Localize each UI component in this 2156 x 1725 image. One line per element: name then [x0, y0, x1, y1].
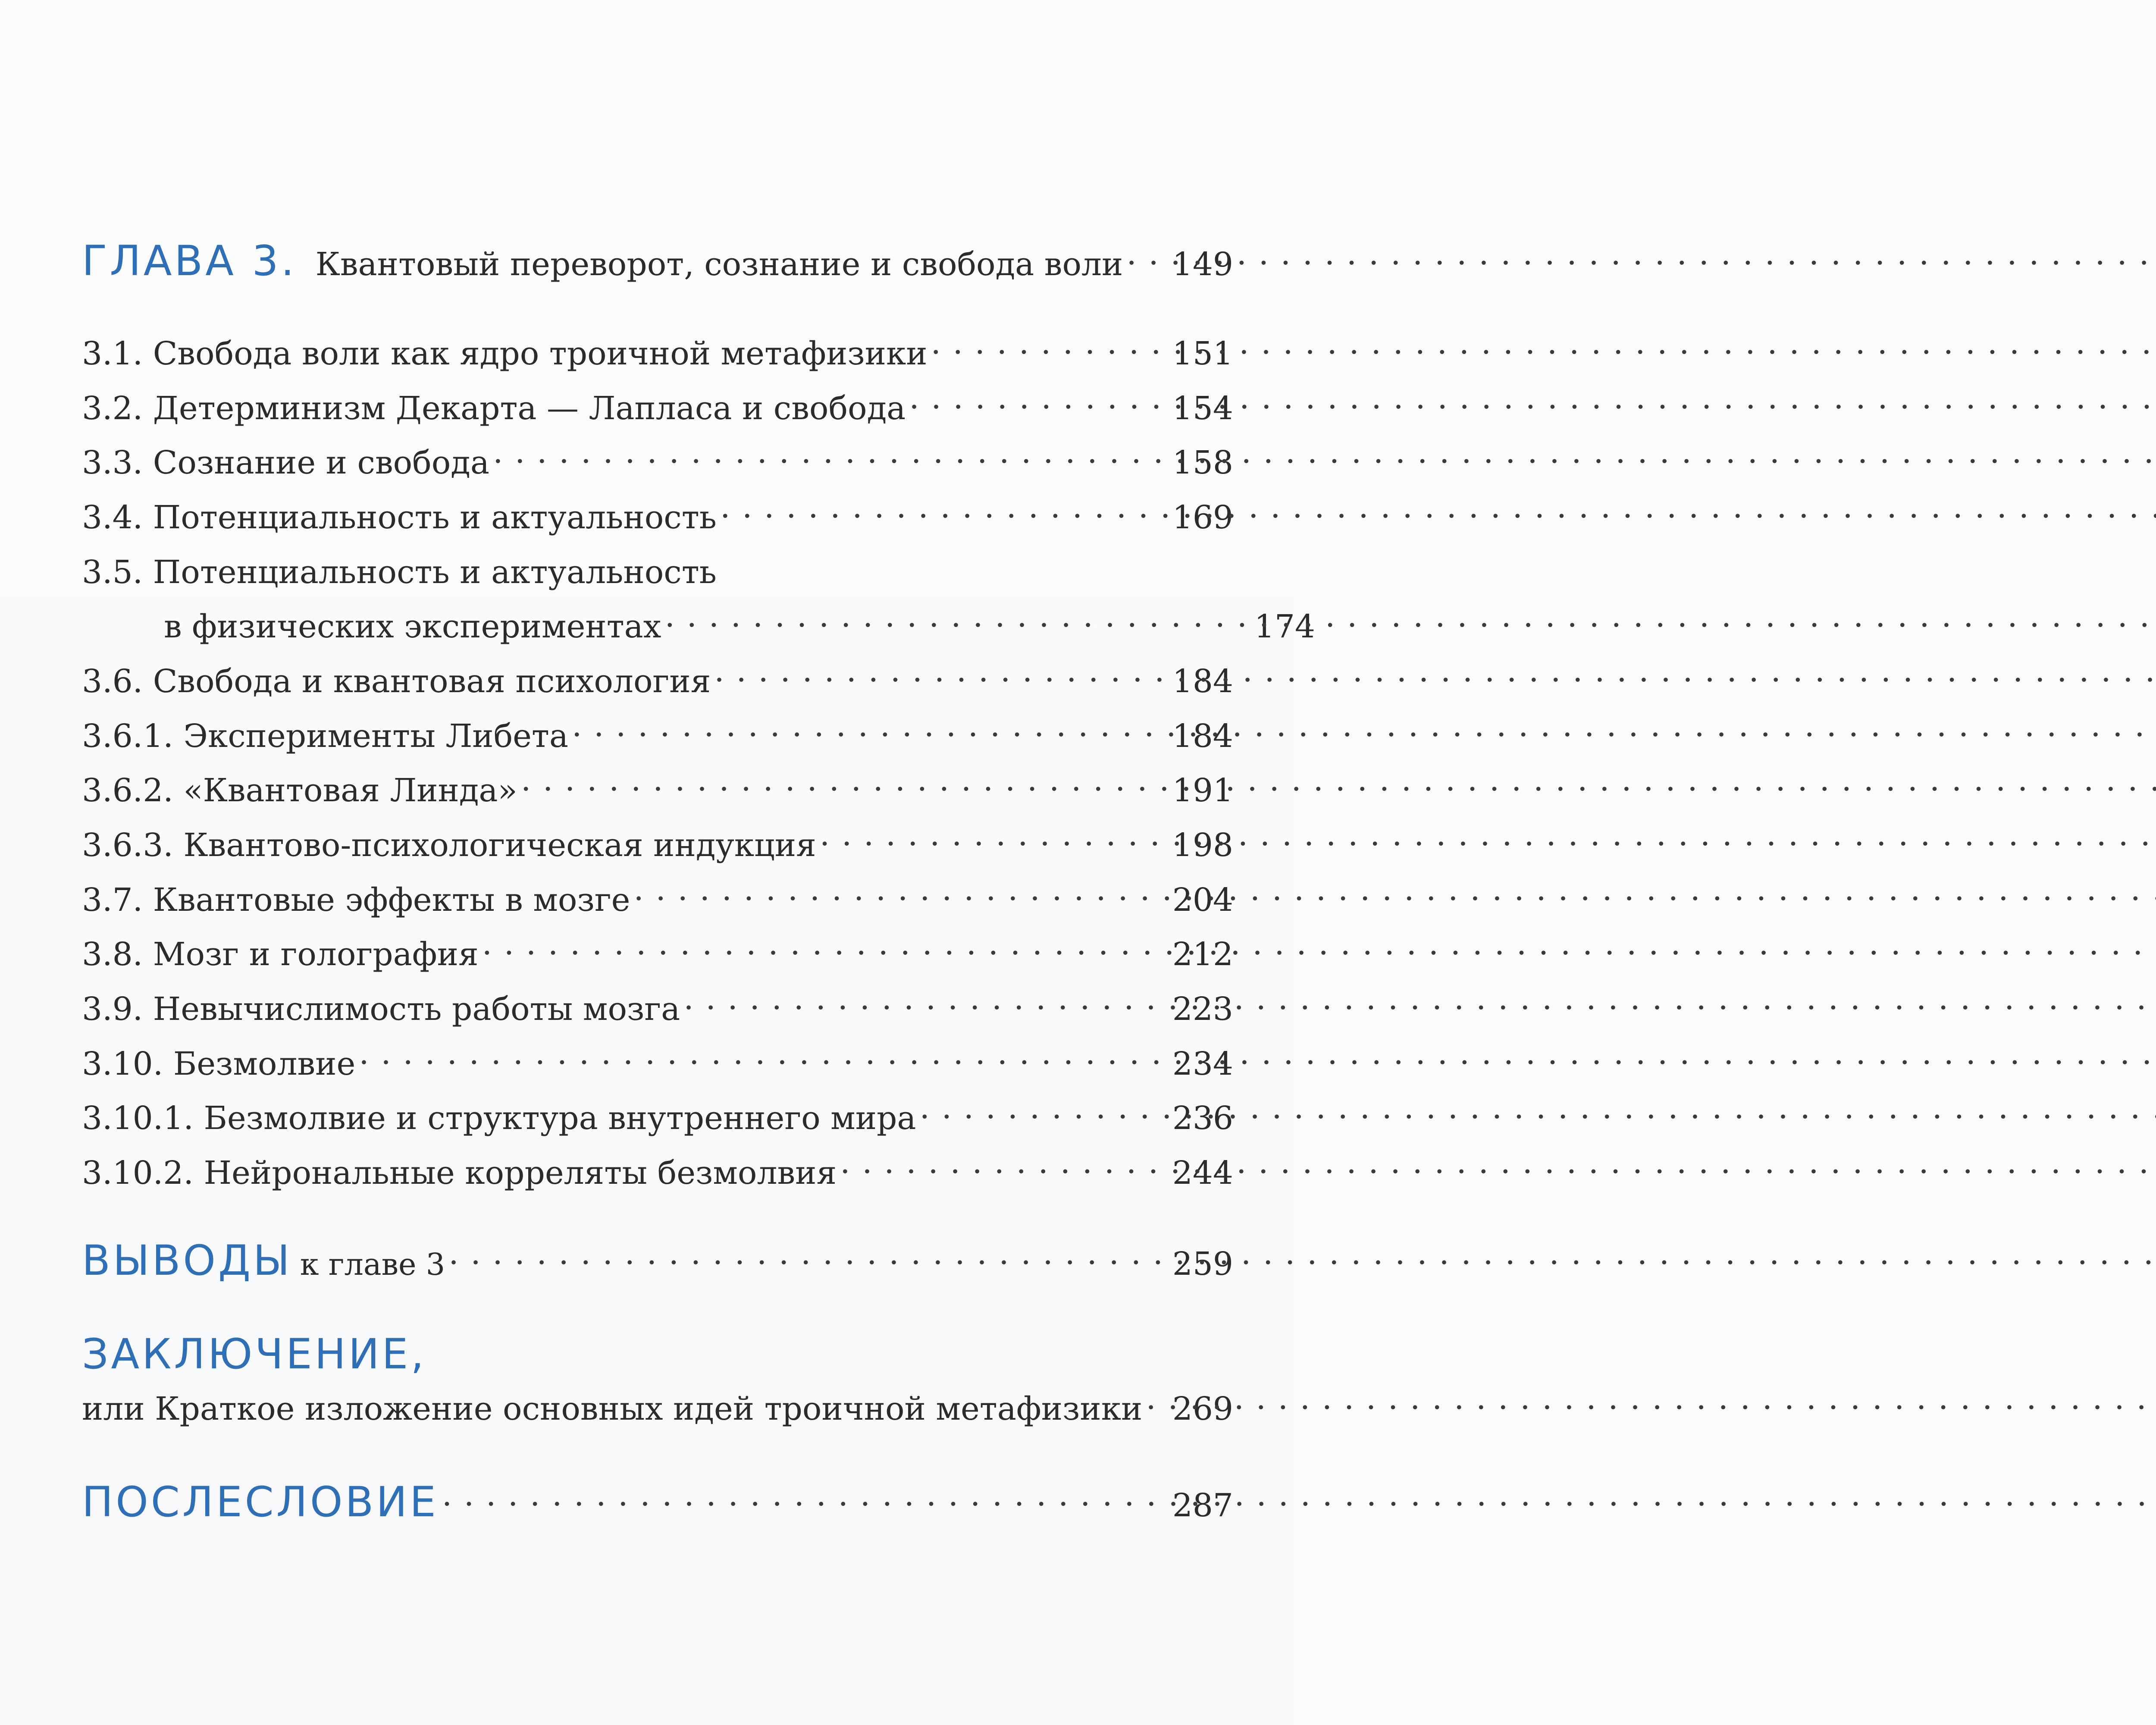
leader-dots: [1146, 1388, 1169, 1420]
leader-dots: [931, 332, 1169, 364]
leader-dots: [840, 1152, 1169, 1184]
conclusions-heading[interactable]: [82, 1236, 1233, 1286]
entry-number: 3.6.: [82, 663, 143, 700]
leader-dots: [714, 660, 1169, 692]
leader-dots: [909, 387, 1169, 419]
toc-entry[interactable]: [82, 1042, 1233, 1085]
leader-dots: [442, 1484, 1169, 1516]
entry-page: 223: [1172, 991, 1233, 1028]
entry-page: 191: [1172, 772, 1233, 809]
conclusions-page: 259: [1172, 1245, 1233, 1283]
leader-dots: [633, 879, 1169, 911]
entry-title: Квантовые эффекты в мозге: [153, 881, 630, 919]
final-title: ЗАКЛЮЧЕНИЕ,: [82, 1330, 426, 1378]
leader-dots: [359, 1043, 1169, 1075]
toc-entry[interactable]: [82, 878, 1233, 922]
entry-title: Мозг и голография: [153, 936, 479, 973]
afterword-heading[interactable]: [82, 1480, 1233, 1527]
toc-entry[interactable]: [82, 496, 1233, 539]
entry-title: Безмолвие и структура внутреннего мира: [204, 1100, 916, 1137]
entry-number: 3.10.: [82, 1045, 163, 1082]
conclusions-tail: к главе 3: [300, 1247, 445, 1282]
afterword-page: 287: [1172, 1487, 1233, 1524]
entry-page: 244: [1172, 1154, 1233, 1192]
entry-page: 184: [1172, 718, 1233, 755]
leader-dots: [683, 988, 1169, 1020]
entry-title: Потенциальность и актуальность: [153, 554, 717, 591]
entry-page: 154: [1172, 390, 1233, 427]
leader-dots: [482, 933, 1169, 965]
entry-page: 174: [1254, 608, 1315, 645]
leader-dots: [1126, 243, 1169, 275]
entry-number: 3.8.: [82, 936, 143, 973]
toc-entry[interactable]: [82, 1097, 1233, 1140]
entry-title: Потенциальность и актуальность: [153, 499, 717, 536]
entry-number: 3.4.: [82, 499, 143, 536]
entry-title: Свобода воли как ядро троичной метафизики: [153, 335, 928, 372]
chapter-page: 149: [1172, 246, 1233, 283]
toc-entry[interactable]: [82, 660, 1233, 703]
chapter-title: Квантовый переворот, сознание и свобода воли: [315, 246, 1123, 283]
entry-page: 158: [1172, 444, 1233, 481]
entry-title: Нейрональные корреляты безмолвия: [204, 1154, 837, 1192]
entry-title: «Квантовая Линда»: [183, 772, 517, 809]
leader-dots: [521, 769, 1169, 801]
leader-dots: [920, 1097, 1169, 1129]
toc-entry-first-line[interactable]: [82, 551, 717, 594]
toc-entry[interactable]: [82, 988, 1233, 1031]
final-entry[interactable]: [82, 1387, 1233, 1430]
entry-title: Эксперименты Либета: [183, 718, 568, 755]
entry-number: 3.3.: [82, 444, 143, 481]
toc-entry[interactable]: [82, 387, 1233, 430]
leader-dots: [572, 715, 1169, 747]
entry-number: 3.10.1.: [82, 1100, 194, 1137]
entry-title: Безмолвие: [173, 1045, 356, 1082]
conclusions-title: ВЫВОДЫ: [82, 1236, 292, 1285]
toc-entry[interactable]: [82, 933, 1233, 976]
entry-number: 3.10.2.: [82, 1154, 194, 1192]
chapter-heading[interactable]: [82, 239, 1233, 286]
leader-dots: [720, 496, 1169, 528]
leader-dots: [820, 824, 1169, 856]
entry-number: 3.9.: [82, 991, 143, 1028]
leader-dots: [493, 442, 1169, 474]
final-heading: [82, 1330, 426, 1379]
final-page: 269: [1172, 1390, 1233, 1427]
entry-page: 204: [1172, 881, 1233, 919]
entry-page: 169: [1172, 499, 1233, 536]
entry-number: 3.2.: [82, 390, 143, 427]
toc-entry[interactable]: [82, 715, 1233, 758]
entry-page: 212: [1172, 936, 1233, 973]
entry-page: 198: [1172, 827, 1233, 864]
toc-entry[interactable]: [82, 824, 1233, 867]
entry-page: 234: [1172, 1045, 1233, 1082]
toc-entry[interactable]: [82, 441, 1233, 484]
entry-page: 184: [1172, 663, 1233, 700]
leader-dots: [665, 605, 1251, 637]
toc-entry[interactable]: [82, 1151, 1233, 1195]
entry-title: Детерминизм Декарта — Лапласа и свобода: [153, 390, 906, 427]
entry-number: 3.6.3.: [82, 827, 173, 864]
leader-dots: [448, 1243, 1169, 1275]
entry-number: 3.5.: [82, 554, 143, 591]
toc-entry[interactable]: [82, 332, 1233, 375]
afterword-title: ПОСЛЕСЛОВИЕ: [82, 1478, 439, 1526]
entry-title: Невычислимость работы мозга: [153, 991, 680, 1028]
toc-entry[interactable]: [82, 605, 1315, 648]
entry-page: 236: [1172, 1100, 1233, 1137]
entry-title: Свобода и квантовая психология: [153, 663, 711, 700]
entry-number: 3.7.: [82, 881, 143, 919]
entry-page: 151: [1172, 335, 1233, 372]
entry-title: Сознание и свобода: [153, 444, 489, 481]
entry-title-continued: в физических экспериментах: [164, 608, 661, 645]
chapter-prefix: ГЛАВА 3.: [82, 237, 297, 285]
final-subtitle: или Краткое изложение основных идей троичной метафизики: [82, 1390, 1143, 1427]
entry-number: 3.1.: [82, 335, 143, 372]
entry-number: 3.6.2.: [82, 772, 173, 809]
entry-number: 3.6.1.: [82, 718, 173, 755]
entry-title: Квантово-психологическая индукция: [183, 827, 816, 864]
toc-entry[interactable]: [82, 769, 1233, 812]
